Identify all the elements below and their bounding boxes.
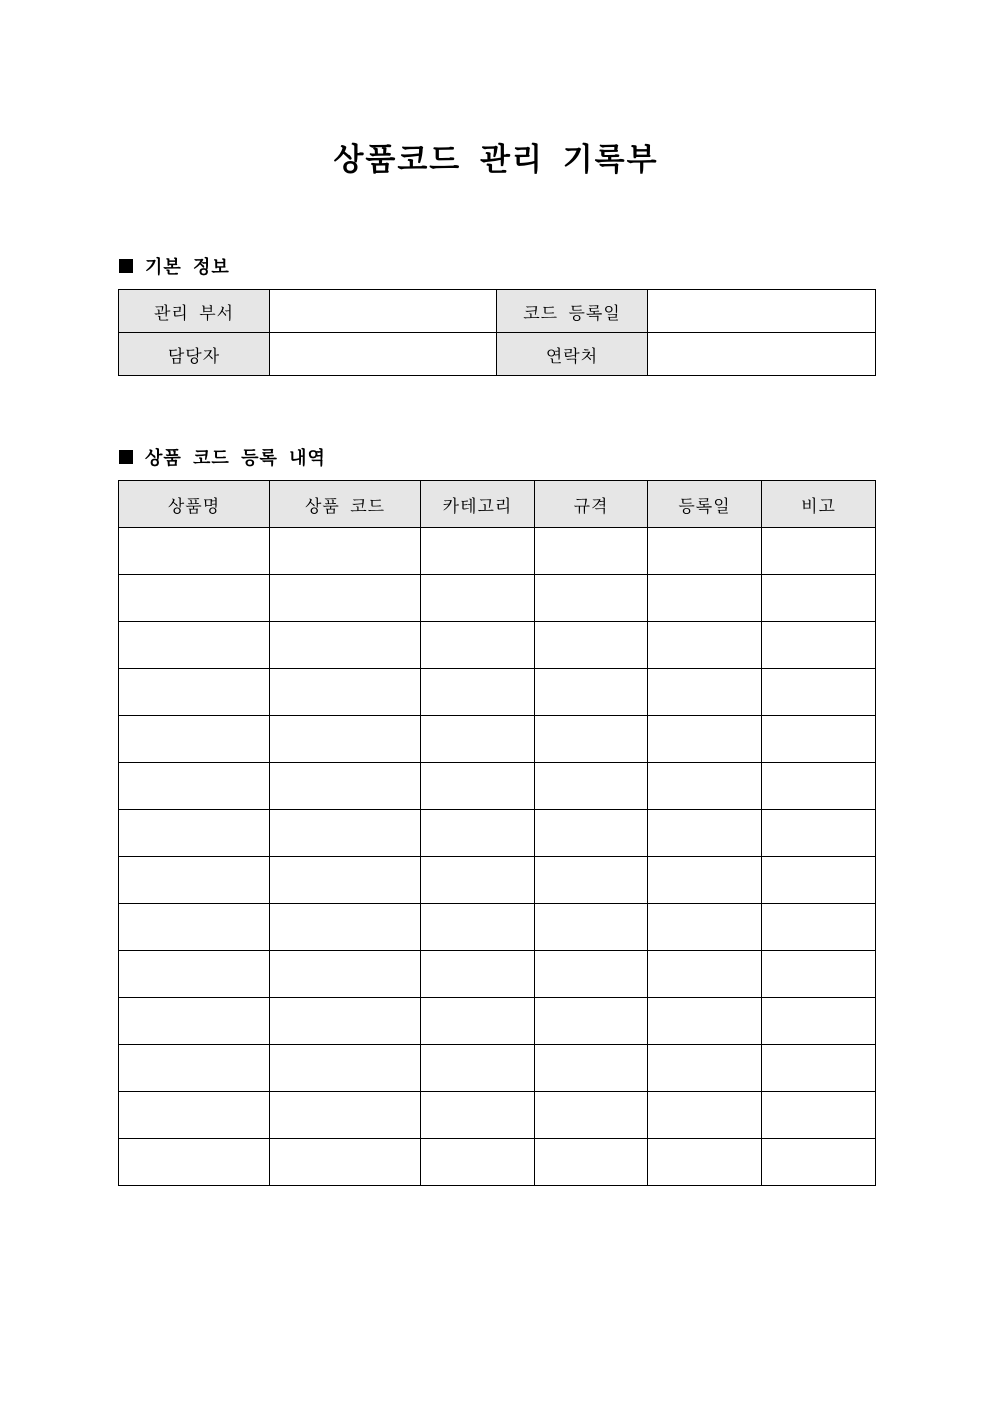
cell-reg-date[interactable] — [648, 622, 762, 669]
cell-note[interactable] — [762, 1092, 876, 1139]
registration-heading — [119, 444, 326, 470]
registration-heading-label: 상품 코드 등록 내역 — [145, 448, 326, 469]
cell-product-code[interactable] — [270, 528, 421, 575]
cell-product-name[interactable] — [119, 669, 270, 716]
table-row — [119, 763, 876, 810]
cell-spec[interactable] — [535, 951, 648, 998]
cell-reg-date[interactable] — [648, 716, 762, 763]
cell-spec[interactable] — [535, 763, 648, 810]
cell-category[interactable] — [421, 1092, 535, 1139]
info-value-department[interactable] — [270, 290, 497, 333]
table-row — [119, 857, 876, 904]
cell-spec[interactable] — [535, 669, 648, 716]
info-label-code-date: 코드 등록일 — [497, 290, 648, 333]
column-header-note: 비고 — [762, 481, 876, 528]
table-row — [119, 1045, 876, 1092]
page-title: 상품코드 관리 기록부 — [333, 142, 659, 178]
column-header-product-name: 상품명 — [119, 481, 270, 528]
cell-note[interactable] — [762, 669, 876, 716]
cell-spec[interactable] — [535, 716, 648, 763]
cell-category[interactable] — [421, 528, 535, 575]
cell-category[interactable] — [421, 857, 535, 904]
cell-spec[interactable] — [535, 904, 648, 951]
table-row — [119, 622, 876, 669]
cell-reg-date[interactable] — [648, 998, 762, 1045]
cell-category[interactable] — [421, 575, 535, 622]
cell-product-code[interactable] — [270, 857, 421, 904]
table-row — [119, 904, 876, 951]
cell-reg-date[interactable] — [648, 1045, 762, 1092]
cell-note[interactable] — [762, 904, 876, 951]
cell-note[interactable] — [762, 763, 876, 810]
column-header-category: 카테고리 — [421, 481, 535, 528]
cell-product-code[interactable] — [270, 669, 421, 716]
cell-product-code[interactable] — [270, 575, 421, 622]
cell-category[interactable] — [421, 810, 535, 857]
table-row — [119, 669, 876, 716]
cell-product-code[interactable] — [270, 763, 421, 810]
cell-product-code[interactable] — [270, 622, 421, 669]
cell-product-name[interactable] — [119, 1045, 270, 1092]
info-label-contact: 연락처 — [497, 333, 648, 376]
cell-note[interactable] — [762, 716, 876, 763]
cell-product-name[interactable] — [119, 1139, 270, 1186]
cell-reg-date[interactable] — [648, 1139, 762, 1186]
cell-product-name[interactable] — [119, 575, 270, 622]
table-row — [119, 951, 876, 998]
cell-reg-date[interactable] — [648, 951, 762, 998]
cell-note[interactable] — [762, 575, 876, 622]
cell-spec[interactable] — [535, 528, 648, 575]
cell-reg-date[interactable] — [648, 669, 762, 716]
table-row — [119, 1092, 876, 1139]
cell-reg-date[interactable] — [648, 810, 762, 857]
cell-spec[interactable] — [535, 857, 648, 904]
info-value-code-date[interactable] — [648, 290, 876, 333]
basic-info-table — [118, 289, 876, 376]
cell-product-name[interactable] — [119, 1092, 270, 1139]
cell-category[interactable] — [421, 669, 535, 716]
registration-header-row — [119, 481, 876, 528]
cell-spec[interactable] — [535, 1092, 648, 1139]
table-row — [119, 1139, 876, 1186]
table-row — [119, 575, 876, 622]
cell-product-code[interactable] — [270, 1139, 421, 1186]
cell-note[interactable] — [762, 1139, 876, 1186]
cell-category[interactable] — [421, 622, 535, 669]
cell-product-code[interactable] — [270, 998, 421, 1045]
cell-note[interactable] — [762, 951, 876, 998]
cell-spec[interactable] — [535, 810, 648, 857]
cell-product-code[interactable] — [270, 1045, 421, 1092]
cell-product-code[interactable] — [270, 716, 421, 763]
cell-product-code[interactable] — [270, 1092, 421, 1139]
cell-note[interactable] — [762, 810, 876, 857]
cell-product-name[interactable] — [119, 622, 270, 669]
cell-spec[interactable] — [535, 622, 648, 669]
cell-category[interactable] — [421, 763, 535, 810]
cell-note[interactable] — [762, 528, 876, 575]
square-bullet-icon — [119, 450, 133, 464]
column-header-product-code: 상품 코드 — [270, 481, 421, 528]
cell-product-name[interactable] — [119, 904, 270, 951]
cell-product-name[interactable] — [119, 763, 270, 810]
table-row — [119, 528, 876, 575]
basic-info-heading — [119, 253, 230, 279]
cell-spec[interactable] — [535, 1139, 648, 1186]
cell-note[interactable] — [762, 998, 876, 1045]
registration-table-body — [119, 528, 876, 1186]
cell-reg-date[interactable] — [648, 1092, 762, 1139]
cell-reg-date[interactable] — [648, 904, 762, 951]
cell-reg-date[interactable] — [648, 763, 762, 810]
info-label-department: 관리 부서 — [119, 290, 270, 333]
column-header-spec: 규격 — [535, 481, 648, 528]
cell-product-code[interactable] — [270, 951, 421, 998]
cell-spec[interactable] — [535, 998, 648, 1045]
cell-product-code[interactable] — [270, 904, 421, 951]
cell-product-name[interactable] — [119, 951, 270, 998]
cell-product-name[interactable] — [119, 528, 270, 575]
cell-category[interactable] — [421, 1139, 535, 1186]
basic-info-heading-label: 기본 정보 — [145, 257, 230, 278]
cell-category[interactable] — [421, 716, 535, 763]
cell-note[interactable] — [762, 857, 876, 904]
table-row — [119, 998, 876, 1045]
cell-category[interactable] — [421, 1045, 535, 1092]
info-value-manager[interactable] — [270, 333, 497, 376]
info-row — [119, 333, 876, 376]
cell-spec[interactable] — [535, 1045, 648, 1092]
table-row — [119, 810, 876, 857]
cell-product-name[interactable] — [119, 857, 270, 904]
cell-product-name[interactable] — [119, 810, 270, 857]
cell-reg-date[interactable] — [648, 857, 762, 904]
info-row — [119, 290, 876, 333]
cell-category[interactable] — [421, 998, 535, 1045]
cell-note[interactable] — [762, 1045, 876, 1092]
cell-product-code[interactable] — [270, 810, 421, 857]
column-header-reg-date: 등록일 — [648, 481, 762, 528]
cell-note[interactable] — [762, 622, 876, 669]
square-bullet-icon — [119, 259, 133, 273]
cell-spec[interactable] — [535, 575, 648, 622]
cell-product-name[interactable] — [119, 998, 270, 1045]
cell-reg-date[interactable] — [648, 528, 762, 575]
cell-product-name[interactable] — [119, 716, 270, 763]
cell-category[interactable] — [421, 904, 535, 951]
info-value-contact[interactable] — [648, 333, 876, 376]
info-label-manager: 담당자 — [119, 333, 270, 376]
cell-category[interactable] — [421, 951, 535, 998]
registration-table — [118, 480, 876, 1186]
table-row — [119, 716, 876, 763]
cell-reg-date[interactable] — [648, 575, 762, 622]
